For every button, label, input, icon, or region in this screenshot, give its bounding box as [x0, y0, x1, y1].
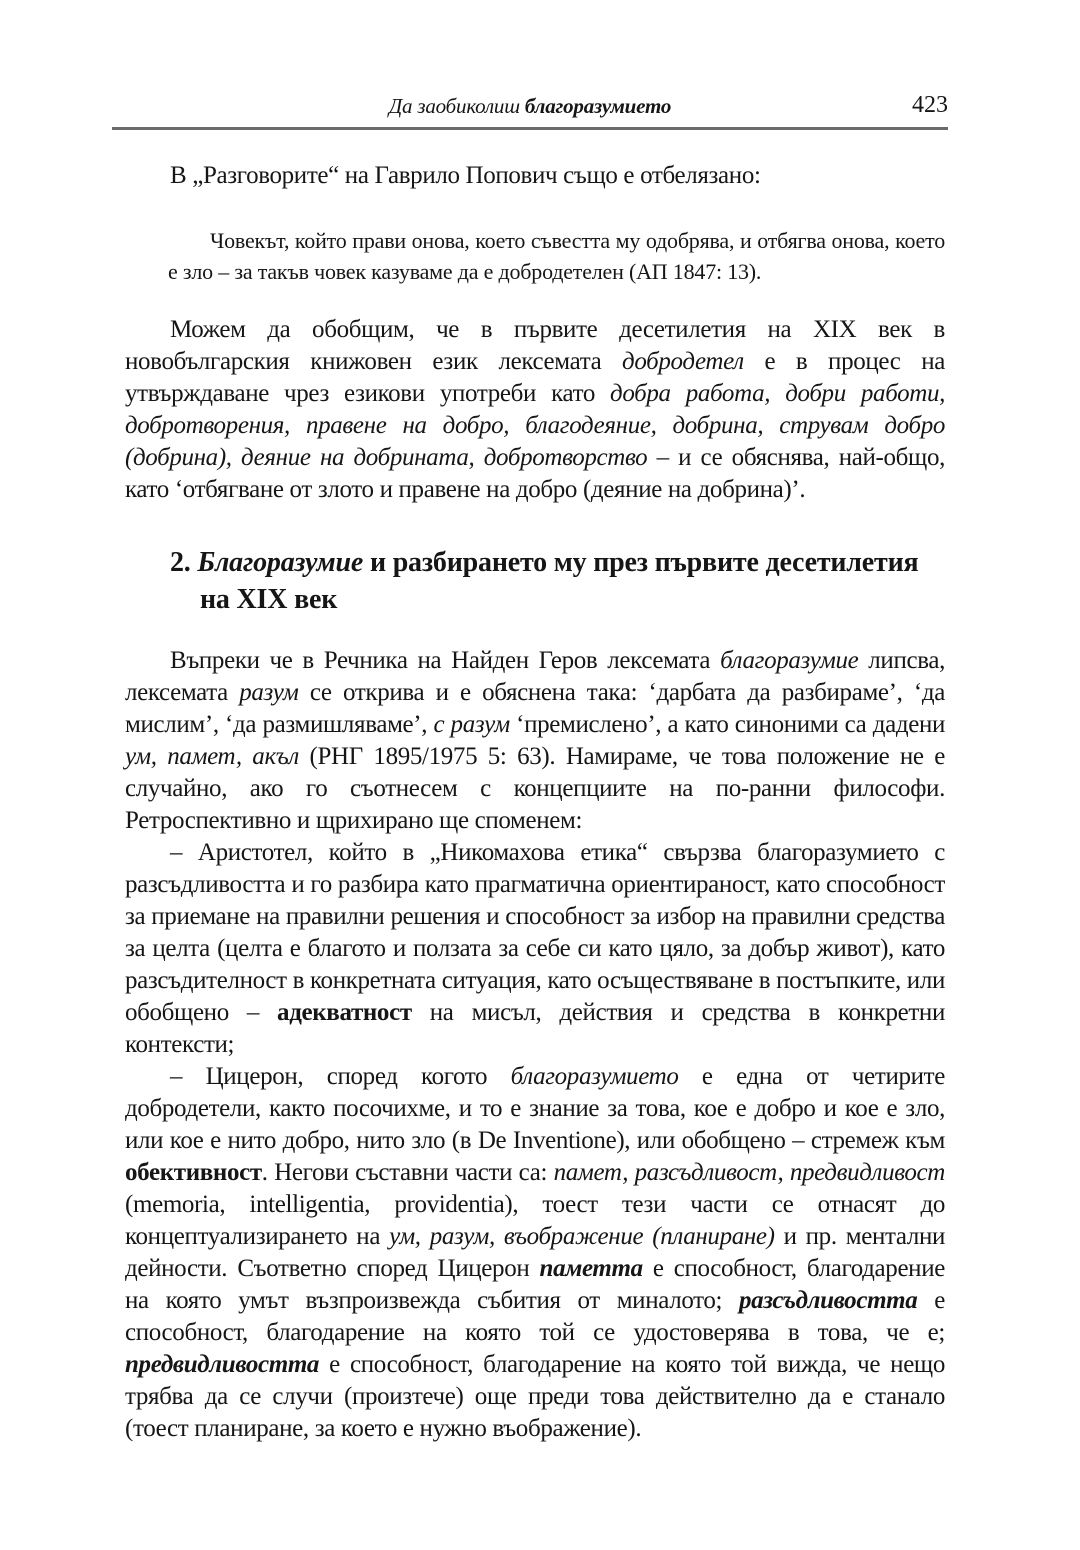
text-run: благоразумие [720, 647, 859, 674]
text-run: (РНГ 1895/1975 5: 63). Намираме, че това положение не е случайно, ако го съотнесем с концепциите на по-ранни философи. Ретроспективно и щрихирано ще споменем: [125, 743, 945, 834]
text-run: ‘премислено’, а като синоними са дадени [509, 711, 945, 738]
text-run: – и се обяснява, най-общо, като ‘отбягване от злото и правене на добро (деяние на добрина)’. [125, 444, 946, 503]
text-run: разум [239, 679, 299, 706]
text-run: се открива и е обяснена така: ‘дарбата да разбираме’, ‘да мислим’, ‘да размишляваме’, [125, 679, 945, 738]
text-run: е една от четирите добродетели, както посочихме, и то е знание за това, кое е добро и кое е зло, или кое е нито добро, нито зло (в De Inventione), или обобщено – стремеж към [125, 1063, 945, 1154]
paragraph-dictionary [125, 645, 945, 837]
text-run: Можем да обобщим, че в първите десетилетия на XIX век в новобългарския книжовен език лексемата [125, 316, 945, 375]
text-run: добра работа, добри работи, добротворения, правене на добро, благодеяние, добрина, струвам добро (добрина), деяние на добрината, добротворство [125, 380, 945, 471]
text-run: ум, разум, въображение (планиране) [389, 1223, 775, 1250]
text-run: . Негови съставни части са: [261, 1159, 554, 1186]
text-run: е способност, благодарение на която той се удостоверява в това, че е; [125, 1287, 945, 1346]
text-run: добродетел [622, 348, 744, 375]
text-run: и разбирането му през първите десетилетия на XIX век [200, 547, 919, 615]
text-run: Благоразумие [197, 547, 364, 578]
section-heading [170, 544, 945, 618]
text-run: Въпреки че в Речника на Найден Геров лексемата [170, 647, 721, 674]
text-run: Човекът, който прави онова, което съвестта му одобрява, и отбягва онова, което е зло – за такъв човек казуваме да е добродетелен (АП 1847: 13). [168, 228, 945, 284]
paragraph-intro [125, 160, 945, 192]
text-run: е способност, благодарение на която той вижда, че нещо трябва да се случи (произтече) още преди това действително да е станало (тоест планиране, за което е нужно въображение). [125, 1351, 945, 1442]
page-number: 423 [912, 92, 948, 118]
text-run: – Аристотел, който в „Никомахова етика“ свързва благоразумието с разсъдливостта и го разбира като прагматична ориентираност, като способност за приемане на правилни решения и способност за избор на правилни средства за целта (целта е благото и ползата за себе си като цяло, за добър живот), като разсъдителност в конкретната ситуация, като осъществяване в постъпките, или обобщено – [125, 839, 945, 1026]
bullet-aristotle [125, 837, 945, 1061]
header-rule [112, 127, 948, 130]
text-run: е в процес на утвърждаване чрез езикови употреби като [125, 348, 945, 407]
block-quote [168, 225, 945, 287]
text-run: памет, разсъдливост, предвидливост [553, 1159, 946, 1186]
text-run: 2. [170, 547, 198, 578]
text-run: Да заобиколиш [388, 94, 525, 118]
text-run: адекватност [277, 999, 412, 1026]
text-run: с разум [433, 711, 510, 738]
text-run: липсва, лексемата [125, 647, 945, 706]
text-run: предвидливостта [125, 1351, 320, 1378]
text-run: благоразумието [510, 1063, 679, 1090]
page-content [125, 160, 945, 1445]
text-run: и пр. ментални дейности. Съответно според Цицерон [125, 1223, 945, 1282]
text-run: благоразумието [524, 94, 672, 118]
text-run: паметта [539, 1255, 643, 1282]
text-run: обективност [125, 1159, 262, 1186]
text-run: – Цицерон, според когото [170, 1063, 511, 1090]
running-title [112, 94, 948, 119]
text-run: на мисъл, действия и средства в конкретни контексти; [125, 999, 945, 1058]
paragraph-summary [125, 314, 945, 506]
text-run: ум, памет, акъл [125, 743, 299, 770]
running-head [112, 94, 948, 126]
text-run: В „Разговорите“ на Гаврило Попович също е отбелязано: [170, 162, 761, 189]
text-run: е способност, благодарение на която умът възпроизвежда събития от миналото; [125, 1255, 945, 1314]
text-run: разсъдливостта [738, 1287, 918, 1314]
bullet-cicero [125, 1061, 945, 1445]
text-run: (memoria, intelligentia, providentia), тоест тези части се отнасят до концептуализирането на [125, 1191, 945, 1250]
